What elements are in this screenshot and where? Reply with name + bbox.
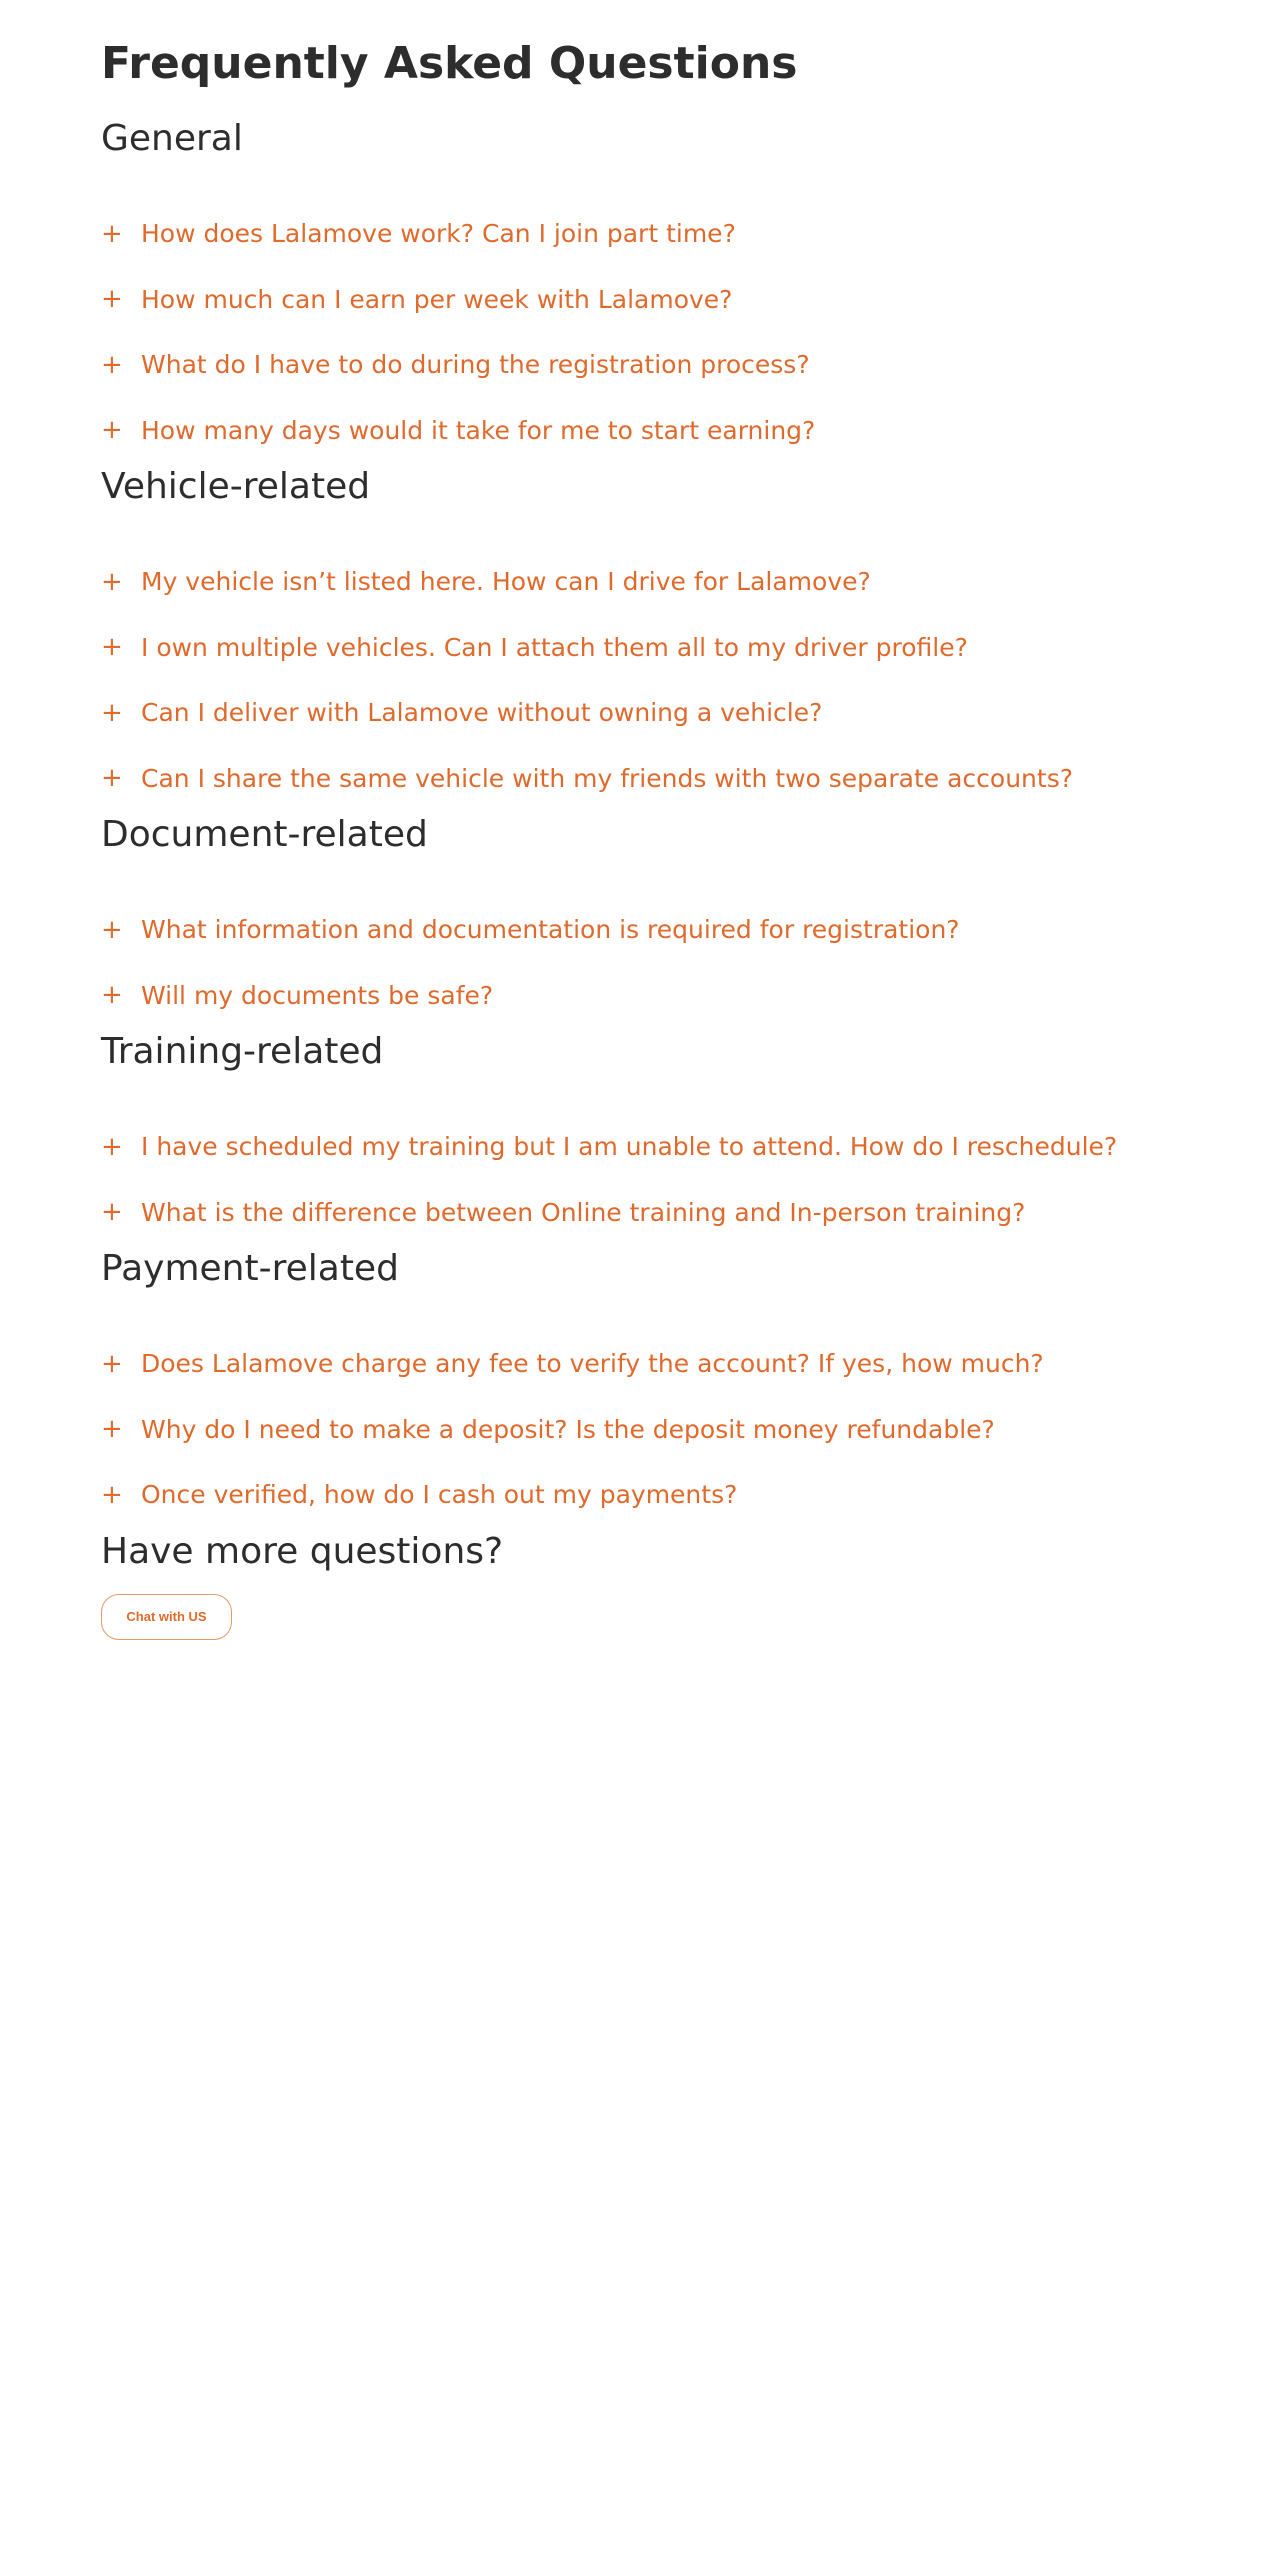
plus-icon: + <box>101 763 123 794</box>
faq-item[interactable] <box>101 746 1284 812</box>
plus-icon: + <box>101 349 123 380</box>
faq-question: How many days would it take for me to start earning? <box>141 415 816 445</box>
faq-question: Can I share the same vehicle with my friends with two separate accounts? <box>141 763 1073 793</box>
faq-item[interactable] <box>101 963 1284 1029</box>
faq-question: Will my documents be safe? <box>141 980 494 1010</box>
plus-icon: + <box>101 1131 123 1162</box>
faq-item[interactable] <box>101 1397 1284 1463</box>
faq-list-document <box>101 897 1284 1028</box>
plus-icon: + <box>101 1197 123 1228</box>
faq-question: I own multiple vehicles. Can I attach them all to my driver profile? <box>141 632 968 662</box>
faq-item[interactable] <box>101 1331 1284 1397</box>
faq-item[interactable] <box>101 332 1284 398</box>
faq-item[interactable] <box>101 267 1284 333</box>
plus-icon: + <box>101 1348 123 1379</box>
faq-item[interactable] <box>101 1114 1284 1180</box>
faq-question: Why do I need to make a deposit? Is the deposit money refundable? <box>141 1414 995 1444</box>
plus-icon: + <box>101 566 123 597</box>
plus-icon: + <box>101 218 123 249</box>
faq-question: What is the difference between Online training and In-person training? <box>141 1197 1026 1227</box>
faq-question: How does Lalamove work? Can I join part time? <box>141 219 736 249</box>
plus-icon: + <box>101 1414 123 1445</box>
faq-item[interactable] <box>101 615 1284 681</box>
faq-list-training <box>101 1114 1284 1245</box>
page-title: Frequently Asked Questions <box>101 38 798 89</box>
faq-item[interactable] <box>101 398 1284 464</box>
section-heading-vehicle: Vehicle-related <box>101 466 371 507</box>
faq-question: Does Lalamove charge any fee to verify the account? If yes, how much? <box>141 1349 1044 1379</box>
plus-icon: + <box>101 1479 123 1510</box>
faq-list-payment <box>101 1331 1284 1528</box>
plus-icon: + <box>101 632 123 663</box>
faq-item[interactable] <box>101 549 1284 615</box>
section-heading-document: Document-related <box>101 814 428 855</box>
faq-question: Once verified, how do I cash out my payments? <box>141 1480 738 1510</box>
faq-item[interactable] <box>101 201 1284 267</box>
section-heading-payment: Payment-related <box>101 1248 399 1289</box>
section-contact <box>101 1528 1284 1640</box>
section-training <box>101 1028 1284 1245</box>
faq-question: My vehicle isn’t listed here. How can I drive for Lalamove? <box>141 567 871 597</box>
plus-icon: + <box>101 415 123 446</box>
section-heading-training: Training-related <box>101 1031 384 1072</box>
section-vehicle <box>101 463 1284 811</box>
faq-list-vehicle <box>101 549 1284 811</box>
section-general <box>101 115 1284 463</box>
chat-with-us-button[interactable]: Chat with US <box>101 1594 232 1640</box>
faq-question: I have scheduled my training but I am unable to attend. How do I reschedule? <box>141 1132 1118 1162</box>
faq-question: What do I have to do during the registration process? <box>141 350 810 380</box>
faq-question: What information and documentation is required for registration? <box>141 915 960 945</box>
contact-heading: Have more questions? <box>101 1530 504 1572</box>
faq-list-general <box>101 201 1284 463</box>
faq-item[interactable] <box>101 897 1284 963</box>
faq-question: How much can I earn per week with Lalamove? <box>141 284 733 314</box>
plus-icon: + <box>101 284 123 315</box>
faq-item[interactable] <box>101 1180 1284 1246</box>
section-payment <box>101 1245 1284 1528</box>
section-document <box>101 811 1284 1028</box>
plus-icon: + <box>101 914 123 945</box>
faq-question: Can I deliver with Lalamove without owning a vehicle? <box>141 698 823 728</box>
faq-item[interactable] <box>101 1462 1284 1528</box>
plus-icon: + <box>101 697 123 728</box>
contact-actions <box>101 1594 1284 1640</box>
section-heading-general: General <box>101 118 243 159</box>
faq-item[interactable] <box>101 680 1284 746</box>
plus-icon: + <box>101 980 123 1011</box>
